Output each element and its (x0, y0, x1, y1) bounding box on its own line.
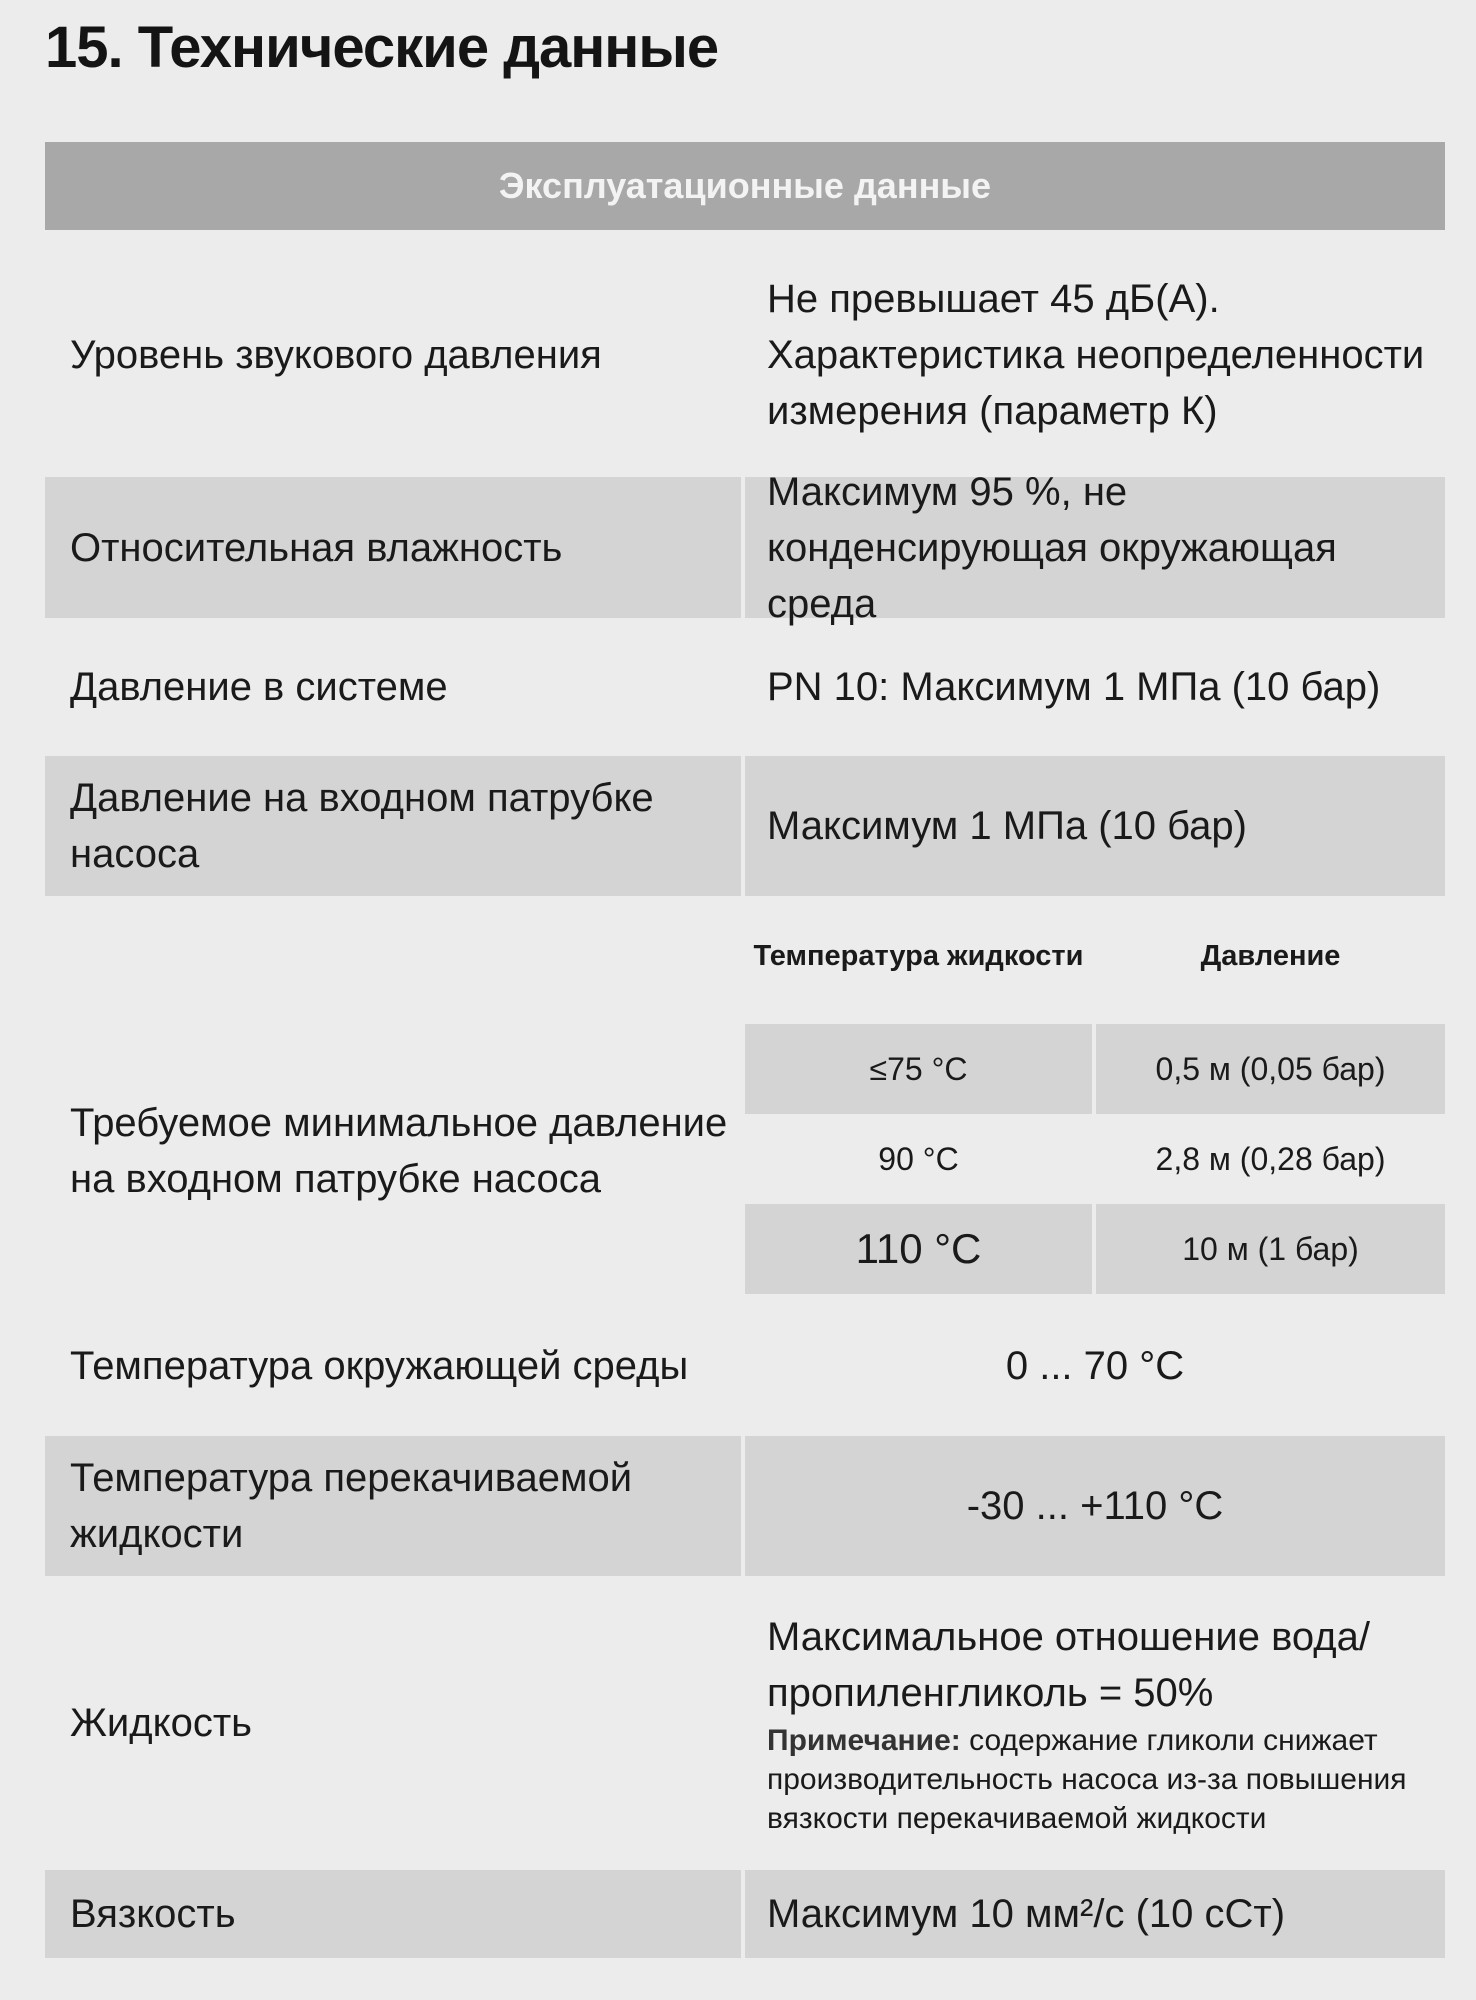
row-value: Максимум 95 %, не конденсирующая окружающая среда (745, 477, 1445, 618)
row-label: Давление в системе (70, 665, 448, 709)
row-label: Температура перекачиваемой жидкости (45, 1436, 741, 1576)
row-value: Максимум 1 МПа (10 бар) (745, 756, 1445, 896)
min-pressure-table (745, 896, 1445, 1296)
temperature-cell: 90 °C (878, 1140, 959, 1177)
table-row (45, 232, 1445, 477)
row-value: 0 ... 70 °C (1005, 1344, 1185, 1388)
table-row (45, 1870, 1445, 1958)
note-text: содержание гликоли снижает производительность насоса из-за повышения вязкости перекачиваемой жидкости (767, 1723, 1407, 1835)
table-row (45, 756, 1445, 896)
pressure-cell: 10 м (1 бар) (1096, 1204, 1445, 1294)
table-row (45, 618, 1445, 756)
pressure-cell: 2,8 м (0,28 бар) (1155, 1140, 1386, 1177)
note-label: Примечание: (767, 1723, 961, 1757)
fluid-ratio: Максимальное отношение вода/пропиленгликоль = 50% (767, 1614, 1370, 1715)
row-value: Максимум 10 мм²/с (10 сСт) (745, 1870, 1445, 1958)
temperature-cell: ≤75 °C (745, 1024, 1092, 1114)
table-row (45, 1576, 1445, 1870)
row-label: Жидкость (70, 1701, 252, 1745)
table-row (45, 1296, 1445, 1436)
sub-table-row (745, 1024, 1445, 1114)
page-title: 15. Технические данные (45, 15, 719, 80)
row-label: Требуемое минимальное давление на входном патрубке насоса (70, 1101, 728, 1201)
row-value: Не превышает 45 дБ(А). Характеристика неопределенности измерения (параметр К) (767, 276, 1425, 433)
row-value (745, 1576, 1445, 1870)
temperature-cell: 110 °C (745, 1204, 1092, 1294)
header-temperature: Температура жидкости (753, 940, 1084, 972)
row-label: Давление на входном патрубке насоса (45, 756, 741, 896)
row-label: Относительная влажность (45, 477, 741, 618)
sub-table-row (745, 1114, 1445, 1204)
table-row (45, 469, 1445, 626)
section-header: Эксплуатационные данные (45, 142, 1445, 230)
row-value: -30 ... +110 °C (745, 1436, 1445, 1576)
row-label: Вязкость (45, 1870, 741, 1958)
pressure-cell: 0,5 м (0,05 бар) (1096, 1024, 1445, 1114)
row-label: Температура окружающей среды (70, 1344, 689, 1388)
table-row (45, 1436, 1445, 1576)
row-value: PN 10: Максимум 1 МПа (10 бар) (767, 665, 1381, 709)
row-label: Уровень звукового давления (70, 332, 602, 377)
header-pressure: Давление (1200, 940, 1341, 972)
sub-table-header (745, 896, 1445, 1016)
fluid-note (767, 1721, 1445, 1838)
sub-table-row (745, 1204, 1445, 1294)
